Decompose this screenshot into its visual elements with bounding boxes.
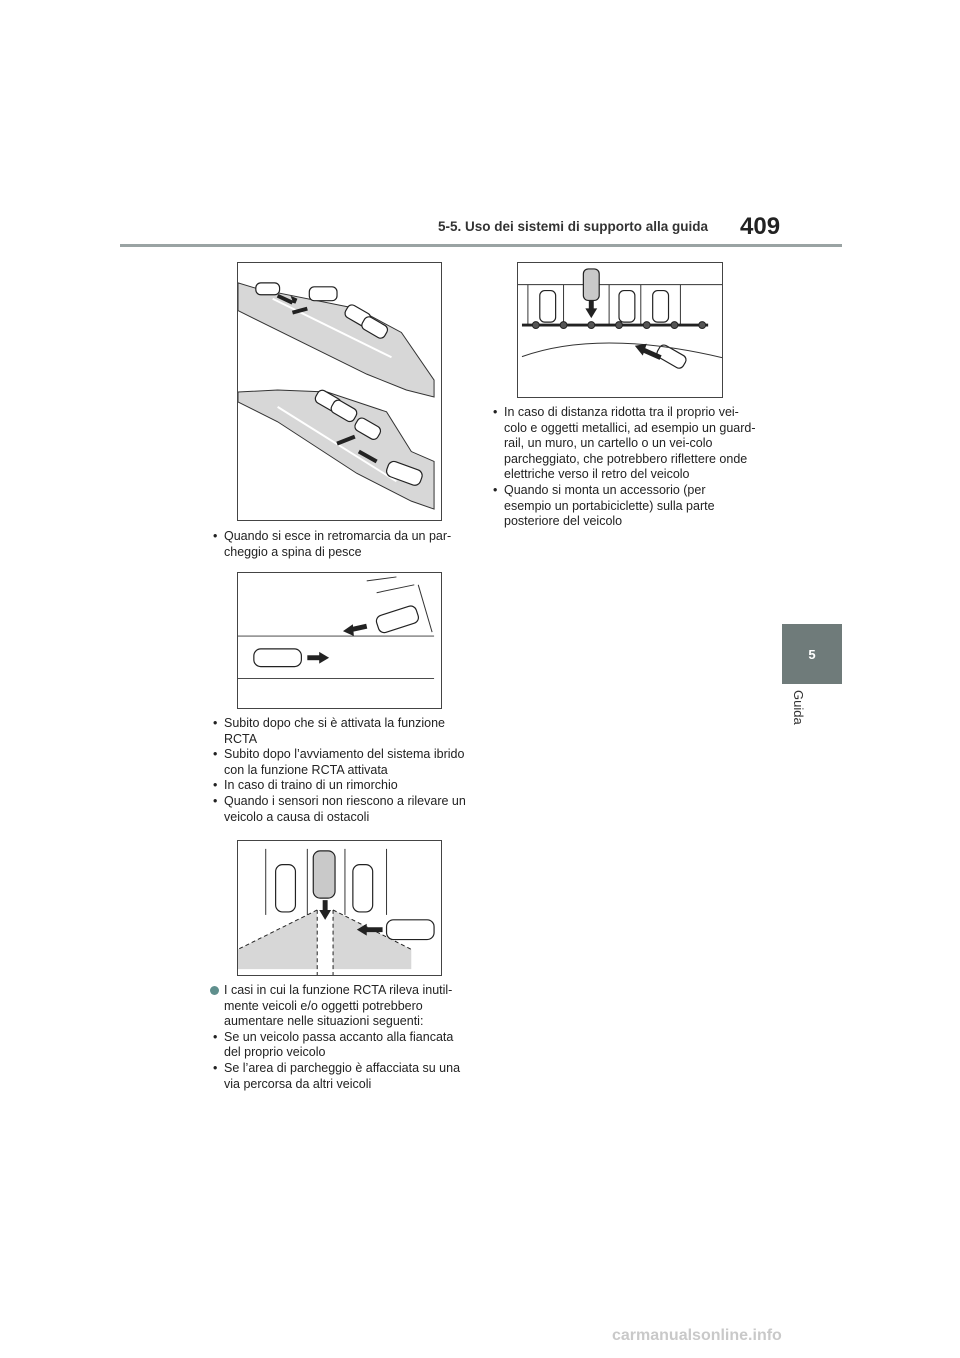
chapter-number: 5: [808, 646, 816, 662]
header-divider: [120, 244, 842, 247]
note-bullet-icon: [210, 986, 219, 995]
list-item: • In caso di traino di un rimorchio: [210, 778, 472, 794]
list-item: • Subito dopo l’avviamento del sistema ibrido con la funzione RCTA attivata: [210, 747, 472, 778]
watermark: carmanualsonline.info: [612, 1327, 782, 1344]
note-paragraph: [210, 983, 472, 1030]
list-item: • Quando si esce in retromarcia da un par-cheggio a spina di pesce: [210, 529, 470, 560]
list-item: • In caso di distanza ridotta tra il proprio vei-colo e oggetti metallici, ad esempio un guard-rail, un muro, un cartello o un vei-colo parcheggiato, che potrebbero riflettere onde elettriche verso il retro del veicolo: [490, 405, 756, 483]
chapter-label: Guida: [791, 690, 806, 725]
list-item: • Subito dopo che si è attivata la funzione RCTA: [210, 716, 472, 747]
chapter-tab: [782, 624, 842, 684]
list-item: • Se un veicolo passa accanto alla fiancata del proprio veicolo: [210, 1030, 472, 1061]
figure-vehicle-exiting: [237, 572, 442, 709]
page-number: 409: [740, 213, 781, 240]
caption-metal-objects: [490, 405, 756, 530]
list-item: • Se l’area di parcheggio è affacciata su una via percorsa da altri veicoli: [210, 1061, 472, 1092]
figure-angled-parking: [237, 262, 442, 521]
figure-metal-objects: [517, 262, 723, 398]
list-item: • Quando i sensori non riescono a rilevare un veicolo a causa di ostacoli: [210, 794, 472, 825]
figure-detection-area: [237, 840, 442, 976]
caption-rcta-conditions: [210, 716, 472, 825]
caption-angled-parking: [210, 529, 470, 560]
section-title: 5-5. Uso dei sistemi di supporto alla guida: [438, 219, 709, 234]
list-item: • Quando si monta un accessorio (per esempio un portabiciclette) sulla parte posteriore del veicolo: [490, 483, 756, 530]
note-false-detection: [210, 983, 472, 1092]
note-intro: I casi in cui la funzione RCTA rileva inutil-mente veicoli e/o oggetti potrebbero aumentare nelle situazioni seguenti:: [224, 983, 453, 1029]
